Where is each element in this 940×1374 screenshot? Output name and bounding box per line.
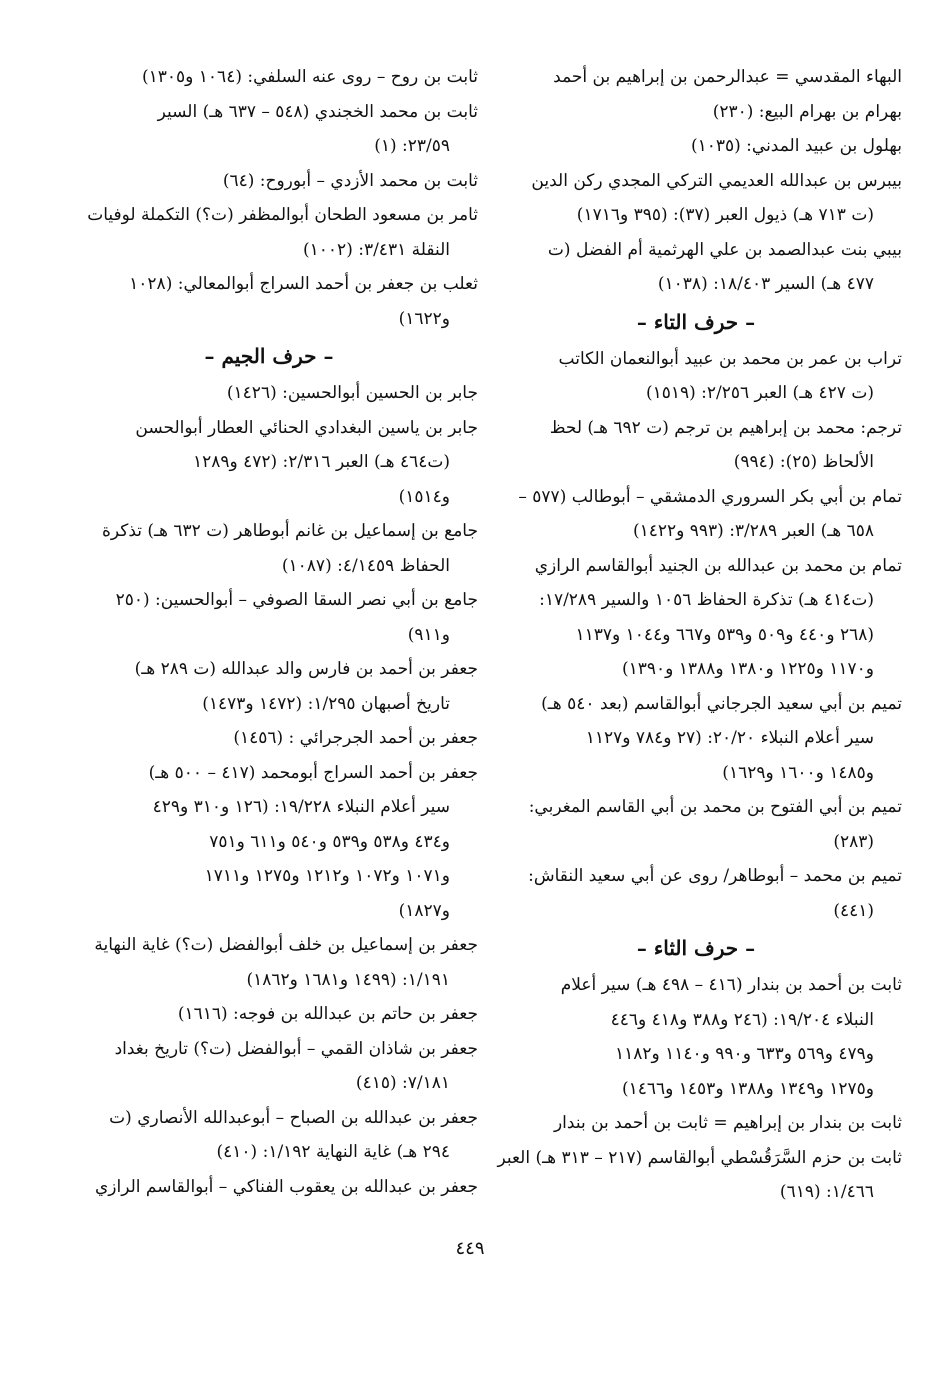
index-entry (490, 859, 902, 928)
index-entry (490, 1106, 902, 1141)
entry-continuation-line: (ت ٤٢٧ هـ) العبر ٢/٢٥٦: (١٥١٩) (645, 383, 874, 403)
entry-first-line: جعفر بن أحمد بن فارس والد عبدالله (ت ٢٨٩ هـ) (134, 659, 478, 679)
index-entry (490, 687, 902, 791)
entry-first-line: جابر بن الحسين أبوالحسين: (١٤٢٦) (226, 383, 478, 403)
index-entry (490, 60, 902, 95)
index-entry (490, 480, 902, 549)
page-number: ٤٤٩ (455, 1238, 485, 1259)
entry-first-line: بيبرس بن عبدالله العديمي التركي المجدي ركن الدين (531, 170, 902, 191)
index-entry (490, 129, 902, 164)
index-entry (60, 411, 478, 515)
entry-continuation-line: (٤٤١) (833, 900, 874, 921)
entry-first-line: تمام بن محمد بن عبدالله بن الجنيد أبوالقاسم الرازي (534, 555, 902, 576)
index-entry (60, 1032, 478, 1101)
entry-continuation-line: النقلة ٣/٤٣١: (١٠٠٢) (303, 239, 450, 260)
entry-continuation-line: ٢٩٤ هـ) غاية النهاية ١/١٩٢: (٤١٠) (216, 1142, 450, 1162)
index-entry (490, 95, 902, 130)
entry-first-line: بهلول بن عبيد المدني: (١٠٣٥) (690, 136, 902, 156)
entry-continuation-line: (ت٤٦٤ هـ) العبر ٢/٣١٦: (٤٧٢ و١٢٨٩ (192, 452, 450, 472)
index-entry (60, 756, 478, 929)
entry-continuation-line: النبلاء ١٩/٢٠٤: (٢٤٦ و٣٨٨ و٤١٨ و٤٤٦ (610, 1009, 874, 1030)
entry-first-line: جعفر بن إسماعيل بن خلف أبوالفضل (ت؟) غاية النهاية (94, 935, 478, 955)
entry-continuation-line: و١٠٧١ و١٠٧٢ و١٢١٢ و١٢٧٥ و١٧١١ (204, 866, 450, 886)
entry-group (490, 60, 902, 302)
entry-first-line: ثابت بن روح – روى عنه السلفي: (١٠٦٤ و١٣٠٥) (142, 67, 478, 87)
index-entry (490, 1141, 902, 1210)
index-entry (60, 164, 478, 199)
entry-continuation-line: سير أعلام النبلاء ٢٠/٢٠: (٢٧ و٧٨٤ و١١٢٧ (585, 728, 874, 748)
entry-first-line: بيبي بنت عبدالصمد بن علي الهرثمية أم الفضل (ت (547, 239, 902, 260)
index-entry (490, 790, 902, 859)
entry-continuation-line: و١٥١٤) (398, 486, 450, 507)
entry-first-line: ثابت بن محمد الخجندي (٥٤٨ – ٦٣٧ هـ) السير (157, 101, 478, 122)
entry-continuation-line: ٧/١٨١: (٤١٥) (355, 1073, 450, 1093)
entry-first-line: ثابت بن بندار بن إبراهيم = ثابت بن أحمد بن بندار (553, 1113, 902, 1133)
entry-first-line: جعفر بن شاذان القمي – أبوالفضل (ت؟) تاريخ بغداد (114, 1038, 478, 1059)
entry-continuation-line: ١/١٩١: (١٤٩٩ و١٦٨١ و١٨٦٢) (246, 969, 450, 990)
index-entry (490, 233, 902, 302)
section-heading-jeem: – حرف الجيم – (204, 344, 334, 368)
entry-first-line: تراب بن عمر بن محمد بن عبيد أبوالنعمان الكاتب (558, 348, 902, 369)
index-entry (490, 164, 902, 233)
index-entry (60, 514, 478, 583)
entry-group (60, 60, 478, 336)
entry-continuation-line: الحفاظ ٤/١٤٥٩: (١٠٨٧) (281, 555, 450, 576)
entry-continuation-line: و٤٣٤ و٥٣٨ و٥٣٩ و٥٤٠ و٦١١ و٧٥١ (209, 831, 450, 852)
entry-continuation-line: و١١٧٠ و١٢٢٥ و١٣٨٠ و١٣٨٨ و١٣٩٠) (621, 659, 874, 679)
entry-group (490, 342, 902, 929)
entry-continuation-line: (ت ٧١٣ هـ) ذيول العبر (٣٧): (٣٩٥ و١٧١٦) (576, 205, 874, 225)
entry-first-line: جعفر بن عبدالله بن الصباح – أبوعبدالله الأنصاري (ت (109, 1107, 478, 1128)
entry-continuation-line: (٢٦٨ و٤٤٠ و٥٠٩ و٥٣٩ و٦٦٧ و١٠٤٤ و١١٣٧ (575, 624, 874, 645)
section-heading-thaa: – حرف الثاء – (636, 936, 756, 960)
entry-first-line: جعفر بن عبدالله بن يعقوب الفناكي – أبوالقاسم الرازي (95, 1176, 478, 1197)
right-column (490, 60, 902, 1210)
entry-first-line: جامع بن إسماعيل بن غانم أبوطاهر (ت ٦٣٢ هـ) تذكرة (101, 521, 478, 541)
entry-continuation-line: ٦٥٨ هـ) العبر ٣/٢٨٩: (٩٩٣ و١٤٢٢) (632, 521, 874, 541)
index-entry (60, 267, 478, 336)
entry-continuation-line: و١٨٢٧) (398, 900, 450, 921)
index-entry (60, 1170, 478, 1205)
entry-first-line: ثامر بن مسعود الطحان أبوالمظفر (ت؟) التكملة لوفيات (87, 205, 478, 225)
entry-first-line: ترجم: محمد بن إبراهيم بن ترجم (ت ٦٩٢ هـ) لحظ (549, 417, 902, 438)
left-column (60, 60, 478, 1204)
entry-continuation-line: و١٦٢٢) (398, 308, 450, 329)
entry-continuation-line: و٤٧٩ و٥٦٩ و٦٣٣ و٩٩٠ و١١٤٠ و١١٨٢ (614, 1044, 874, 1064)
entry-first-line: ثابت بن أحمد بن بندار (٤١٦ – ٤٩٨ هـ) سير أعلام (560, 975, 902, 995)
entry-first-line: تميم بن محمد – أبوطاهر/ روى عن أبي سعيد النقاش: (528, 866, 902, 886)
index-entry (490, 549, 902, 687)
entry-continuation-line: تاريخ أصبهان ١/٢٩٥: (١٤٧٢ و١٤٧٣) (202, 693, 450, 714)
entry-first-line: جعفر بن حاتم بن عبدالله بن فوجه: (١٦١٦) (177, 1004, 478, 1024)
index-entry (60, 60, 478, 95)
entry-continuation-line: و١٢٧٥ و١٣٤٩ و١٣٨٨ و١٤٥٣ و١٤٦٦) (621, 1078, 874, 1099)
section-heading-taa: – حرف التاء – (636, 309, 756, 334)
entry-first-line: جعفر بن أحمد الجرجرائي : (١٤٥٦) (233, 728, 478, 748)
entry-continuation-line: (٢٨٣) (833, 831, 874, 852)
entry-continuation-line: و١٤٨٥ و١٦٠٠ و١٦٢٩) (722, 762, 874, 783)
entry-first-line: ثعلب بن جعفر بن أحمد السراج أبوالمعالي: (١٠٢٨ (129, 274, 478, 294)
entry-continuation-line: ١/٤٦٦: (٦١٩) (779, 1182, 874, 1202)
entry-continuation-line: الألحاظ (٢٥): (٩٩٤) (733, 452, 874, 472)
index-entry (60, 95, 478, 164)
index-entry (60, 997, 478, 1032)
entry-continuation-line: ٤٧٧ هـ) السير ١٨/٤٠٣: (١٠٣٨) (657, 274, 874, 294)
entry-group (60, 376, 478, 1204)
entry-continuation-line: و٩١١) (407, 624, 450, 645)
index-entry (490, 411, 902, 480)
index-entry (60, 721, 478, 756)
entry-continuation-line: سير أعلام النبلاء ١٩/٢٢٨: (١٢٦ و٣١٠ و٤٢٩ (152, 797, 450, 817)
index-entry (490, 968, 902, 1106)
index-entry (60, 583, 478, 652)
entry-first-line: تمام بن أبي بكر السروري الدمشقي – أبوطالب (٥٧٧ – (518, 486, 902, 507)
entry-first-line: بهرام بن بهرام البيع: (٢٣٠) (712, 101, 902, 122)
index-entry (60, 1101, 478, 1170)
entry-first-line: جامع بن أبي نصر السقا الصوفي – أبوالحسين: (٢٥٠ (115, 590, 478, 610)
entry-group (490, 968, 902, 1210)
entry-first-line: جابر بن ياسين البغدادي الحنائي العطار أبوالحسن (135, 417, 478, 438)
entry-first-line: البهاء المقدسي = عبدالرحمن بن إبراهيم بن أحمد (553, 67, 902, 87)
index-entry (60, 652, 478, 721)
entry-first-line: ثابت بن محمد الأزدي – أبوروح: (٦٤) (222, 170, 478, 191)
index-entry (60, 376, 478, 411)
entry-first-line: ثابت بن حزم السَّرَقُسْطي أبوالقاسم (٢١٧ – ٣١٣ هـ) العبر (497, 1147, 902, 1168)
entry-first-line: جعفر بن أحمد السراج أبومحمد (٤١٧ – ٥٠٠ هـ) (148, 762, 478, 783)
index-entry (60, 198, 478, 267)
index-entry (490, 342, 902, 411)
entry-first-line: تميم بن أبي الفتوح بن محمد بن أبي القاسم المغربي: (528, 797, 902, 817)
entry-first-line: تميم بن أبي سعيد الجرجاني أبوالقاسم (بعد ٥٤٠ هـ) (541, 693, 902, 714)
index-entry (60, 928, 478, 997)
entry-continuation-line: ٢٣/٥٩: (١) (374, 136, 450, 156)
entry-continuation-line: (ت٤١٤ هـ) تذكرة الحفاظ ١٠٥٦ والسير ١٧/٢٨٩: (539, 590, 874, 610)
